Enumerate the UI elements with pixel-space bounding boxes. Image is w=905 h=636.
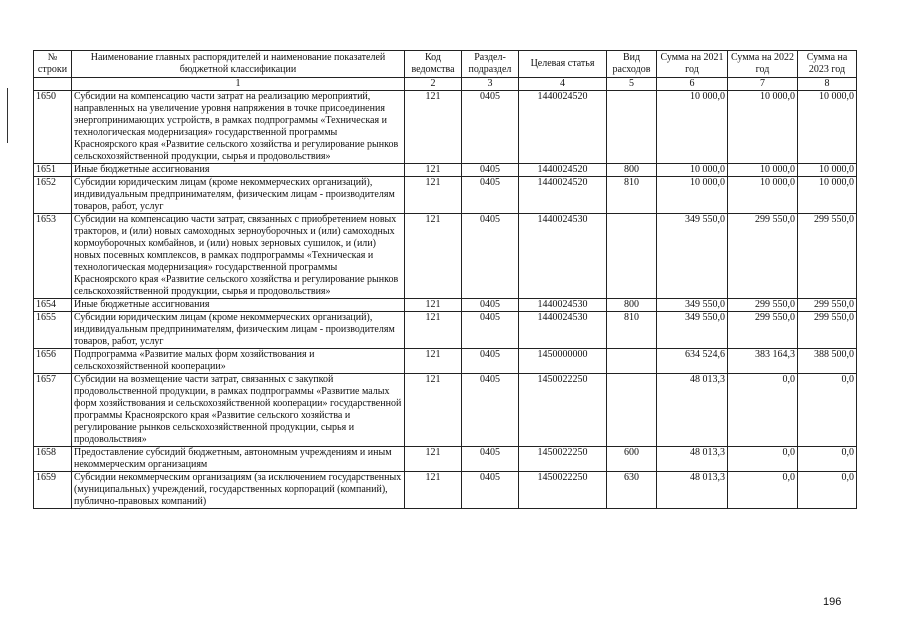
row-sum-2022: 10 000,0	[728, 91, 798, 164]
row-sum-2022: 0,0	[728, 374, 798, 447]
row-dept-code: 121	[405, 349, 462, 374]
column-number	[34, 78, 72, 91]
header-sum-2022: Сумма на 2022 год	[728, 51, 798, 78]
header-row-no: № строки	[34, 51, 72, 78]
header-row	[34, 51, 857, 78]
header-sum-2021: Сумма на 2021 год	[657, 51, 728, 78]
table-row	[34, 472, 857, 509]
row-number: 1656	[34, 349, 72, 374]
row-sum-2022: 10 000,0	[728, 177, 798, 214]
column-number: 3	[462, 78, 519, 91]
row-sum-2022: 299 550,0	[728, 299, 798, 312]
row-section: 0405	[462, 349, 519, 374]
row-expense-type	[607, 214, 657, 299]
table-row	[34, 312, 857, 349]
row-dept-code: 121	[405, 299, 462, 312]
header-dept-code: Код ведомства	[405, 51, 462, 78]
row-target: 1440024530	[519, 312, 607, 349]
row-name: Субсидии юридическим лицам (кроме некоммерческих организаций), индивидуальным предпринимателям, физическим лицам - производителям товаров, работ, услуг	[72, 177, 405, 214]
row-section: 0405	[462, 299, 519, 312]
row-number: 1657	[34, 374, 72, 447]
column-number: 8	[798, 78, 857, 91]
row-number: 1655	[34, 312, 72, 349]
table-row	[34, 299, 857, 312]
table-row	[34, 447, 857, 472]
row-expense-type: 800	[607, 164, 657, 177]
row-sum-2022: 0,0	[728, 472, 798, 509]
column-number-row	[34, 78, 857, 91]
row-section: 0405	[462, 472, 519, 509]
row-number: 1650	[34, 91, 72, 164]
row-dept-code: 121	[405, 312, 462, 349]
row-sum-2023: 0,0	[798, 374, 857, 447]
row-name: Субсидии на компенсацию части затрат, связанных с приобретением новых тракторов, и (или) новых самоходных зерноуборочных и (или) самоходных кормоуборочных комбайнов, и (или) новых зерновых сушилок, и (или) новых посевных комплексов, в рамках подпрограммы «Техническая и технологическая модернизация» государственной программы Красноярского края «Развитие сельского хозяйства и регулирование рынков сельскохозяйственной продукции, сырья и продовольствия»	[72, 214, 405, 299]
column-number: 2	[405, 78, 462, 91]
table-row	[34, 164, 857, 177]
row-sum-2021: 10 000,0	[657, 177, 728, 214]
column-number: 4	[519, 78, 607, 91]
row-expense-type: 810	[607, 177, 657, 214]
row-section: 0405	[462, 164, 519, 177]
row-sum-2021: 48 013,3	[657, 472, 728, 509]
row-sum-2023: 299 550,0	[798, 214, 857, 299]
table-row	[34, 349, 857, 374]
table-row	[34, 177, 857, 214]
row-expense-type	[607, 91, 657, 164]
row-sum-2021: 349 550,0	[657, 299, 728, 312]
row-target: 1440024520	[519, 91, 607, 164]
row-number: 1653	[34, 214, 72, 299]
row-sum-2023: 0,0	[798, 472, 857, 509]
row-name: Предоставление субсидий бюджетным, автономным учреждениям и иным некоммерческим организациям	[72, 447, 405, 472]
row-expense-type: 810	[607, 312, 657, 349]
row-name: Иные бюджетные ассигнования	[72, 299, 405, 312]
row-sum-2022: 299 550,0	[728, 214, 798, 299]
header-name: Наименование главных распорядителей и наименование показателей бюджетной классификации	[72, 51, 405, 78]
row-sum-2021: 48 013,3	[657, 374, 728, 447]
row-name: Иные бюджетные ассигнования	[72, 164, 405, 177]
header-target: Целевая статья	[519, 51, 607, 78]
row-sum-2022: 10 000,0	[728, 164, 798, 177]
row-sum-2022: 299 550,0	[728, 312, 798, 349]
row-sum-2021: 349 550,0	[657, 214, 728, 299]
row-sum-2023: 10 000,0	[798, 164, 857, 177]
row-section: 0405	[462, 91, 519, 164]
row-number: 1659	[34, 472, 72, 509]
header-sum-2023: Сумма на 2023 год	[798, 51, 857, 78]
row-dept-code: 121	[405, 374, 462, 447]
row-expense-type: 800	[607, 299, 657, 312]
header-expense-type: Вид расходов	[607, 51, 657, 78]
row-expense-type	[607, 374, 657, 447]
row-expense-type: 600	[607, 447, 657, 472]
budget-table	[33, 50, 857, 509]
row-sum-2023: 10 000,0	[798, 177, 857, 214]
row-sum-2021: 10 000,0	[657, 164, 728, 177]
row-number: 1658	[34, 447, 72, 472]
row-target: 1450022250	[519, 472, 607, 509]
row-target: 1440024530	[519, 299, 607, 312]
row-section: 0405	[462, 312, 519, 349]
table-row	[34, 91, 857, 164]
row-expense-type: 630	[607, 472, 657, 509]
row-sum-2022: 383 164,3	[728, 349, 798, 374]
row-sum-2021: 349 550,0	[657, 312, 728, 349]
row-dept-code: 121	[405, 177, 462, 214]
margin-mark	[7, 88, 8, 143]
table-row	[34, 374, 857, 447]
row-number: 1651	[34, 164, 72, 177]
row-dept-code: 121	[405, 164, 462, 177]
row-dept-code: 121	[405, 472, 462, 509]
row-target: 1440024520	[519, 164, 607, 177]
column-number: 1	[72, 78, 405, 91]
row-sum-2022: 0,0	[728, 447, 798, 472]
row-section: 0405	[462, 214, 519, 299]
row-target: 1440024530	[519, 214, 607, 299]
row-target: 1450000000	[519, 349, 607, 374]
column-number: 5	[607, 78, 657, 91]
column-number: 7	[728, 78, 798, 91]
row-dept-code: 121	[405, 447, 462, 472]
row-sum-2023: 0,0	[798, 447, 857, 472]
header-section: Раздел-подраздел	[462, 51, 519, 78]
row-section: 0405	[462, 177, 519, 214]
row-target: 1440024520	[519, 177, 607, 214]
row-section: 0405	[462, 447, 519, 472]
row-target: 1450022250	[519, 374, 607, 447]
page-number: 196	[823, 596, 842, 608]
table-row	[34, 214, 857, 299]
row-expense-type	[607, 349, 657, 374]
row-dept-code: 121	[405, 214, 462, 299]
row-number: 1654	[34, 299, 72, 312]
row-name: Субсидии некоммерческим организациям (за исключением государственных (муниципальных) учреждений, государственных корпораций (компаний), публично-правовых компаний)	[72, 472, 405, 509]
row-name: Субсидии на компенсацию части затрат на реализацию мероприятий, направленных на увеличение уровня напряжения в точке присоединения энергопринимающих устройств, в рамках подпрограммы «Техническая и технологическая модернизация» государственной программы Красноярского края «Развитие сельского хозяйства и регулирование рынков сельскохозяйственной продукции, сырья и продовольствия»	[72, 91, 405, 164]
row-sum-2021: 634 524,6	[657, 349, 728, 374]
row-number: 1652	[34, 177, 72, 214]
row-sum-2023: 299 550,0	[798, 312, 857, 349]
row-dept-code: 121	[405, 91, 462, 164]
row-section: 0405	[462, 374, 519, 447]
row-sum-2023: 388 500,0	[798, 349, 857, 374]
row-name: Субсидии на возмещение части затрат, связанных с закупкой продовольственной продукции, в рамках подпрограммы «Развитие малых форм хозяйствования и сельскохозяйственной кооперации» государственной программы Красноярского края «Развитие сельского хозяйства и регулирование рынков сельскохозяйственной продукции, сырья и продовольствия»	[72, 374, 405, 447]
row-name: Субсидии юридическим лицам (кроме некоммерческих организаций), индивидуальным предпринимателям, физическим лицам - производителям товаров, работ, услуг	[72, 312, 405, 349]
row-sum-2021: 48 013,3	[657, 447, 728, 472]
row-sum-2021: 10 000,0	[657, 91, 728, 164]
column-number: 6	[657, 78, 728, 91]
table-body	[34, 91, 857, 509]
row-target: 1450022250	[519, 447, 607, 472]
row-name: Подпрограмма «Развитие малых форм хозяйствования и сельскохозяйственной кооперации»	[72, 349, 405, 374]
row-sum-2023: 299 550,0	[798, 299, 857, 312]
row-sum-2023: 10 000,0	[798, 91, 857, 164]
